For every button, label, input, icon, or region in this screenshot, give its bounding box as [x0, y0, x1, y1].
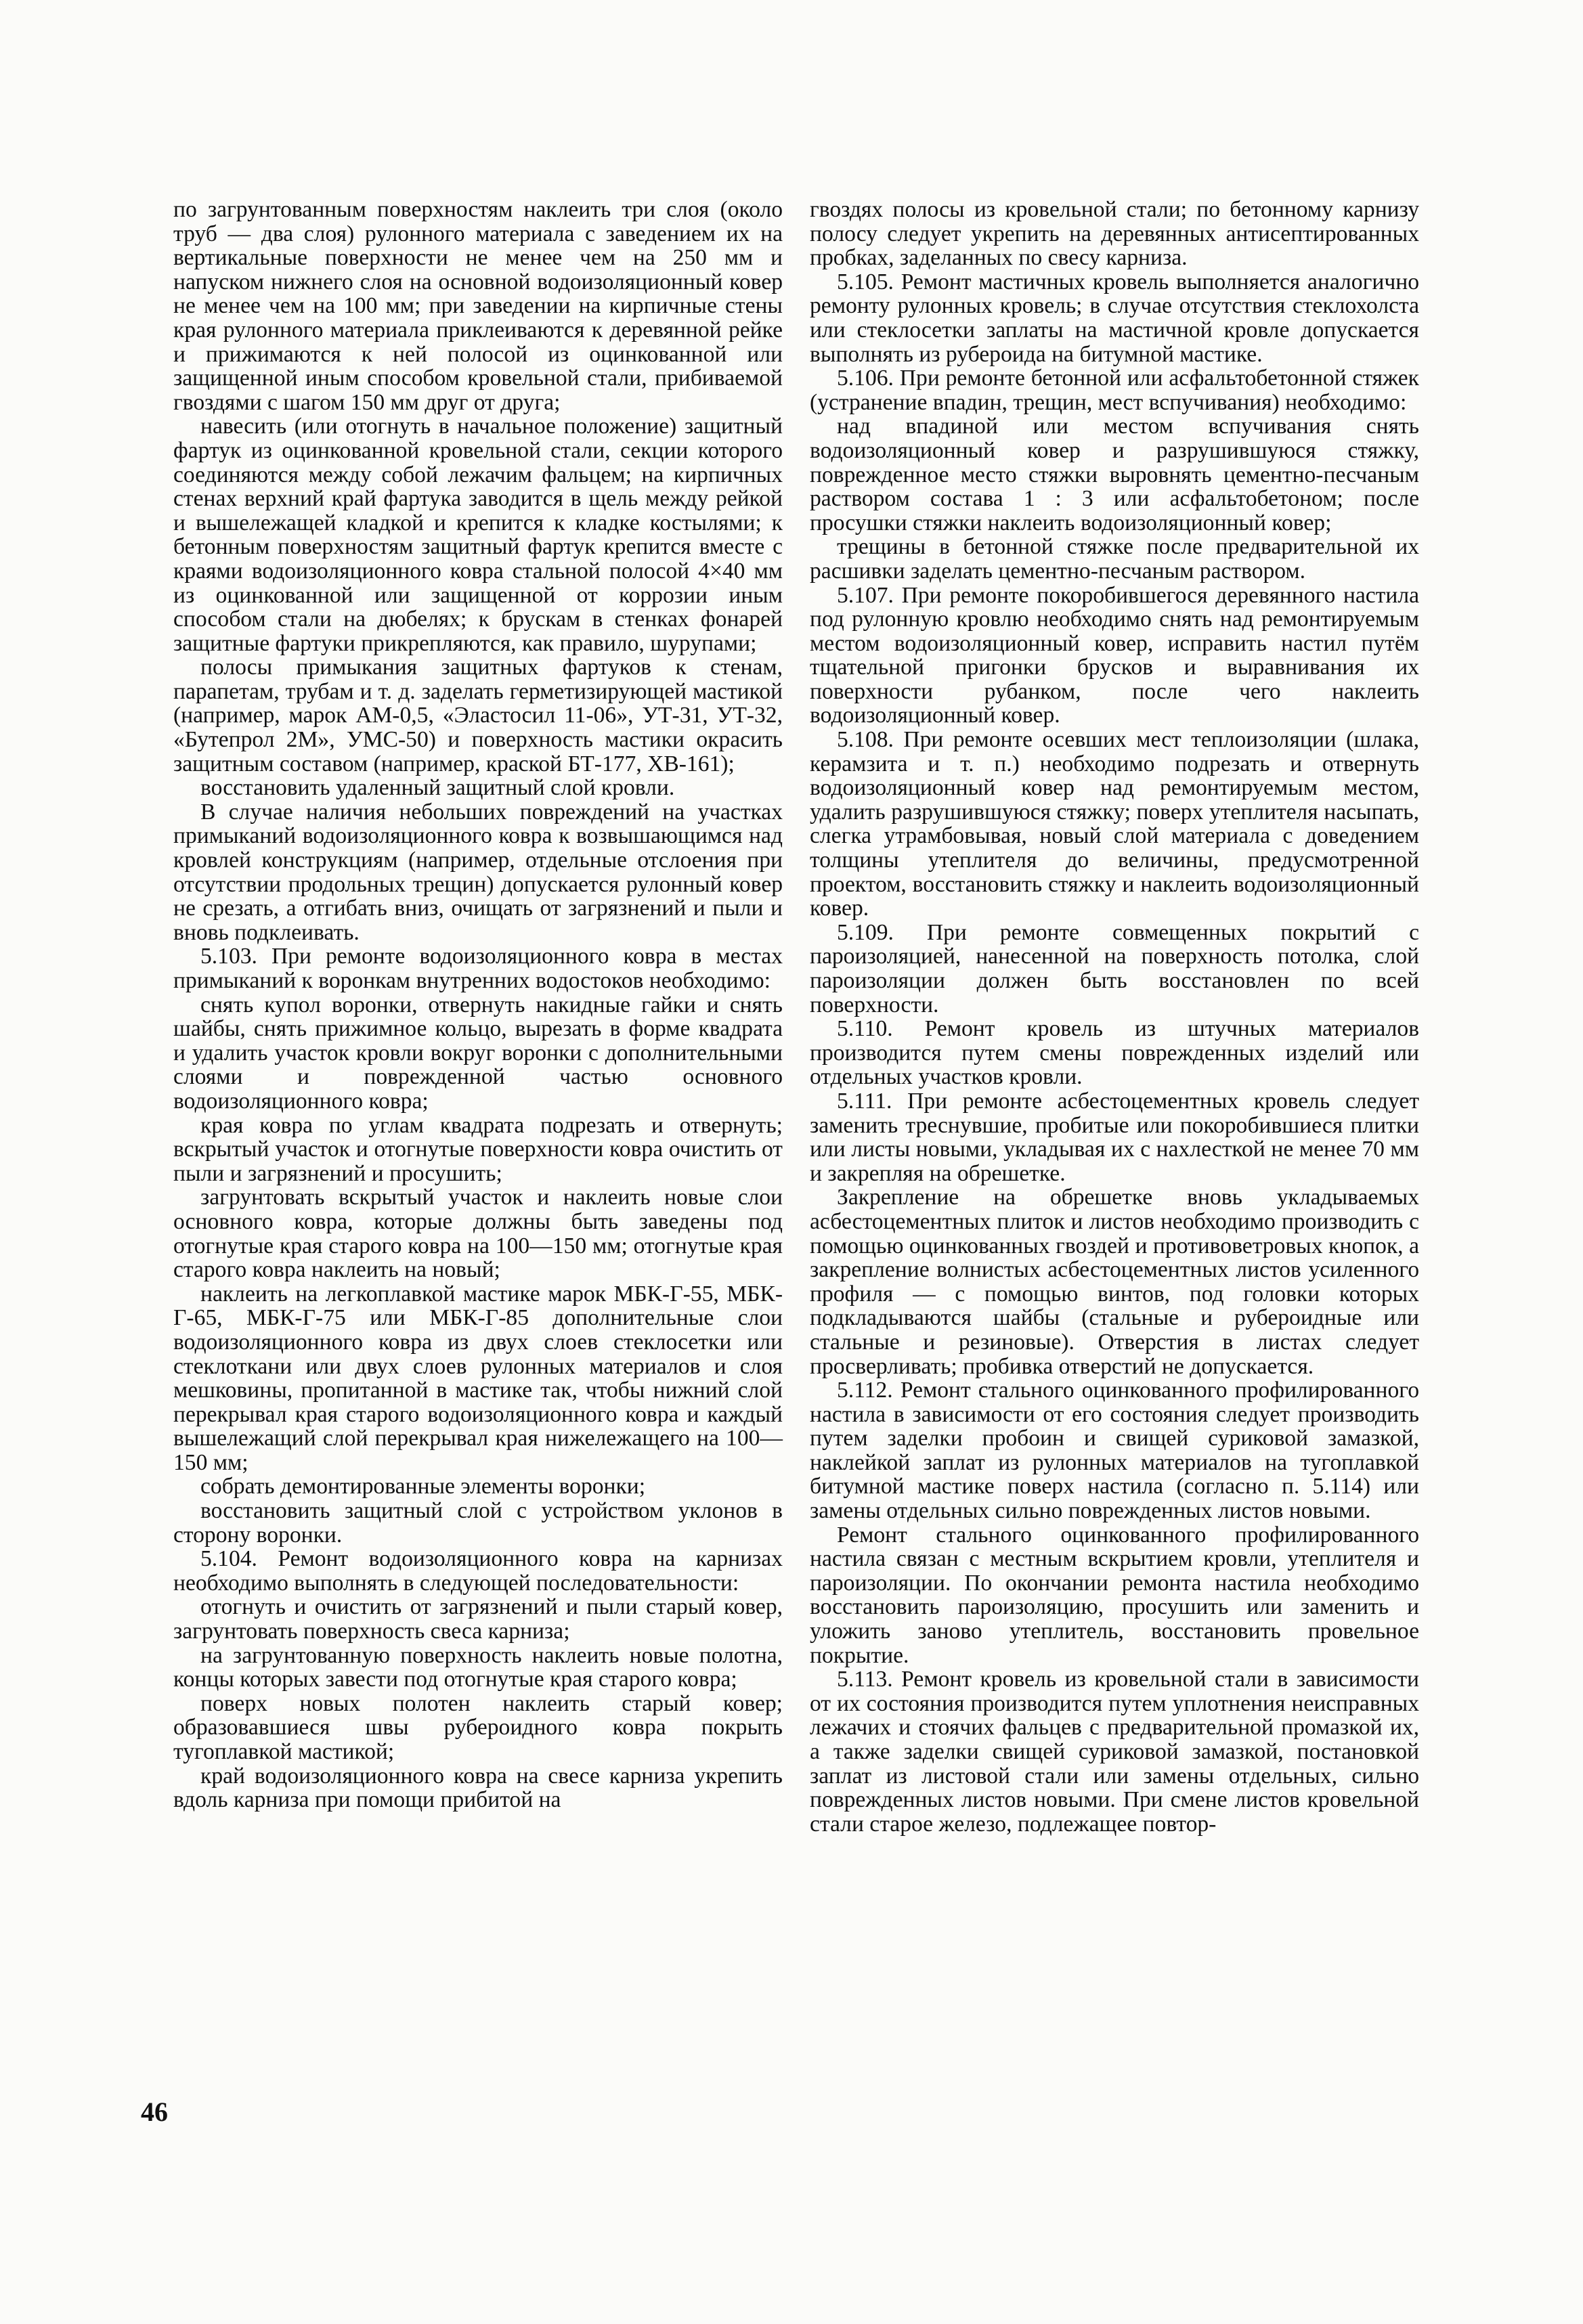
- paragraph: 5.112. Ремонт стального оцинкованного профилированного настила в зависимости от его состояния следует производить путем заделки пробоин и свищей суриковой замазкой, наклейкой заплат из рулонных материалов на тугоплавкой битумной мастике поверх настила (согласно п. 5.114) или замены отдельных сильно поврежденных листов новыми.: [810, 1378, 1419, 1524]
- list-item: собрать демонтированные элементы воронки;: [200, 1474, 646, 1499]
- list-item: восстановить удаленный защитный слой кровли.: [200, 775, 675, 801]
- list-item: отогнуть и очистить от загрязнений и пыли старый ковер, загрунтовать поверхность свеса карниза;: [173, 1594, 783, 1644]
- list-item: восстановить защитный слой с устройством уклонов в сторону воронки.: [173, 1498, 783, 1548]
- list-item: края ковра по углам квадрата подрезать и отвернуть; вскрытый участок и отогнутые поверхности ковра очистить от пыли и загрязнений и просушить;: [173, 1112, 783, 1186]
- list-item: поверх новых полотен наклеить старый ковер; образовавшиеся швы рубероидного ковра покрыть тугоплавкой мастикой;: [173, 1690, 783, 1764]
- paragraph: 5.113. Ремонт кровель из кровельной стали в зависимости от их состояния производится путем уплотнения неисправных лежачих и стоячих фальцев с предварительной промазкой их, а также заделки свищей суриковой замазкой, постановкой заплат из листовой стали или замены отдельных, сильно поврежденных листов новыми. При смене листов кровельной стали старое железо, подлежащее повтор-: [810, 1667, 1419, 1837]
- page-number: 46: [141, 2097, 168, 2127]
- list-item: над впадиной или местом вспучивания снять водоизоляционный ковер и разрушившуюся стяжку, поврежденное место стяжки выровнять цементно-песчаным раствором состава 1 : 3 или асфальтобетоном; после просушки стяжки наклеить водоизоляционный ковер;: [810, 414, 1419, 535]
- list-item: полосы примыкания защитных фартуков к стенам, парапетам, трубам и т. д. заделать герметизирующей мастикой (например, марок АМ-0,5, «Эластосил 11-06», УТ-31, УТ-32, «Бутепрол 2М», УМС-50) и поверхность мастики окрасить защитным составом (например, краской БТ-177, ХВ-161);: [173, 655, 783, 776]
- list-item: снять купол воронки, отвернуть накидные гайки и снять шайбы, снять прижимное кольцо, вырезать в форме квадрата и удалить участок кровли вокруг воронки с дополнительными слоями и поврежденной частью основного водоизоляционного ковра;: [173, 992, 783, 1114]
- paragraph: 5.109. При ремонте совмещенных покрытий с пароизоляцией, нанесенной на поверхность потолка, слой пароизоляции должен быть восстановлен по всей поверхности.: [810, 919, 1419, 1017]
- paragraph: 5.107. При ремонте покоробившегося деревянного настила под рулонную кровлю необходимо снять над ремонтируемым местом водоизоляционный ковер, исправить настил путём тщательной пригонки брусков и выравнивания их поверхности рубанком, после чего наклеить водоизоляционный ковер.: [810, 582, 1419, 728]
- paragraph: 5.110. Ремонт кровель из штучных материалов производится путем смены поврежденных изделий или отдельных участков кровли.: [810, 1016, 1419, 1090]
- paragraph: 5.111. При ремонте асбестоцементных кровель следует заменить треснувшие, пробитые или покоробившиеся плитки или листы новыми, укладывая их с нахлесткой не менее 70 мм и закрепляя на обрешетке.: [810, 1088, 1419, 1186]
- left-column: [173, 198, 783, 1812]
- paragraph: по загрунтованным поверхностям наклеить три слоя (около труб — два слоя) рулонного материала с заведением их на вертикальные поверхности не менее чем на 250 мм и напуском нижнего слоя на основной водоизоляционный ковер не менее чем на 100 мм; при заведении на кирпичные стены края рулонного материала приклеиваются к деревянной рейке и прижимаются к ней полосой из оцинкованной или защищенной иным способом кровельной стали, прибиваемой гвоздями с шагом 150 мм друг от друга;: [173, 197, 783, 415]
- list-item: трещины в бетонной стяжке после предварительной их расшивки заделать цементно-песчаным раствором.: [810, 534, 1419, 584]
- paragraph: Ремонт стального оцинкованного профилированного настила связан с местным вскрытием кровли, утеплителя и пароизоляции. По окончании ремонта настила необходимо восстановить пароизоляцию, просушить или заменить и уложить заново утеплитель, восстановить провельное покрытие.: [810, 1522, 1419, 1668]
- list-item: навесить (или отогнуть в начальное положение) защитный фартук из оцинкованной кровельной стали, секции которого соединяются между собой лежачим фальцем; на кирпичных стенах верхний край фартука заводится в щель между рейкой и вышележащей кладкой и крепится к кладке костылями; к бетонным поверхностям защитный фартук крепится вместе с краями водоизоляционного ковра стальной полосой 4×40 мм из оцинкованной или защищенной от коррозии иным способом стали на дюбелях; к брускам в стенках фонарей защитные фартуки прикрепляются, как правило, шурупами;: [173, 414, 783, 656]
- list-item: на загрунтованную поверхность наклеить новые полотна, концы которых завести под отогнутые края старого ковра;: [173, 1642, 783, 1692]
- paragraph: 5.105. Ремонт мастичных кровель выполняется аналогично ремонту рулонных кровель; в случае отсутствия стеклохолста или стеклосетки заплаты на мастичной кровле допускается выполнять из рубероида на битумной мастике.: [810, 269, 1419, 367]
- right-column: [810, 198, 1419, 1836]
- paragraph: 5.108. При ремонте осевших мест теплоизоляции (шлака, керамзита и т. п.) необходимо подрезать и отвернуть водоизоляционный ковер над ремонтируемым местом, удалить разрушившуюся стяжку; поверх утеплителя насыпать, слегка утрамбовывая, новый слой материала с доведением толщины утеплителя до величины, предусмотренной проектом, восстановить стяжку и наклеить водоизоляционный ковер.: [810, 727, 1419, 921]
- list-item: край водоизоляционного ковра на свесе карниза укрепить вдоль карниза при помощи прибитой на: [173, 1763, 783, 1813]
- paragraph: 5.103. При ремонте водоизоляционного ковра в местах примыканий к воронкам внутренних водостоков необходимо:: [173, 944, 783, 993]
- paragraph: В случае наличия небольших повреждений на участках примыканий водоизоляционного ковра к возвышающимся над кровлей конструкциям (например, отдельные отслоения при отсутствии продольных трещин) допускается рулонный ковер не срезать, а отгибать вниз, очищать от загрязнений и пыли и вновь подклеивать.: [173, 799, 783, 945]
- paragraph: Закрепление на обрешетке вновь укладываемых асбестоцементных плиток и листов необходимо производить с помощью оцинкованных гвоздей и противоветровых кнопок, а закрепление волнистых асбестоцементных листов усиленного профиля — с помощью винтов, под головки которых подкладываются шайбы (стальные и рубероидные или стальные и резиновые). Отверстия в листах следует просверливать; пробивка отверстий не допускается.: [810, 1185, 1419, 1379]
- list-item: загрунтовать вскрытый участок и наклеить новые слои основного ковра, которые должны быть заведены под отогнутые края старого ковра на 100—150 мм; отогнутые края старого ковра наклеить на новый;: [173, 1185, 783, 1283]
- paragraph: гвоздях полосы из кровельной стали; по бетонному карнизу полосу следует укрепить на деревянных антисептированных пробках, заделанных по свесу карниза.: [810, 197, 1419, 271]
- list-item: наклеить на легкоплавкой мастике марок МБК-Г-55, МБК-Г-65, МБК-Г-75 или МБК-Г-85 дополнительные слои водоизоляционного ковра из двух слоев стеклосетки или стеклоткани или двух слоев рулонных материалов и слоя мешковины, пропитанной в мастике так, чтобы нижний слой перекрывал края старого водоизоляционного ковра и каждый вышележащий слой перекрывал края нижележащего на 100—150 мм;: [173, 1281, 783, 1475]
- paragraph: 5.106. При ремонте бетонной или асфальтобетонной стяжек (устранение впадин, трещин, мест вспучивания) необходимо:: [810, 366, 1419, 415]
- paragraph: 5.104. Ремонт водоизоляционного ковра на карнизах необходимо выполнять в следующей последовательности:: [173, 1546, 783, 1596]
